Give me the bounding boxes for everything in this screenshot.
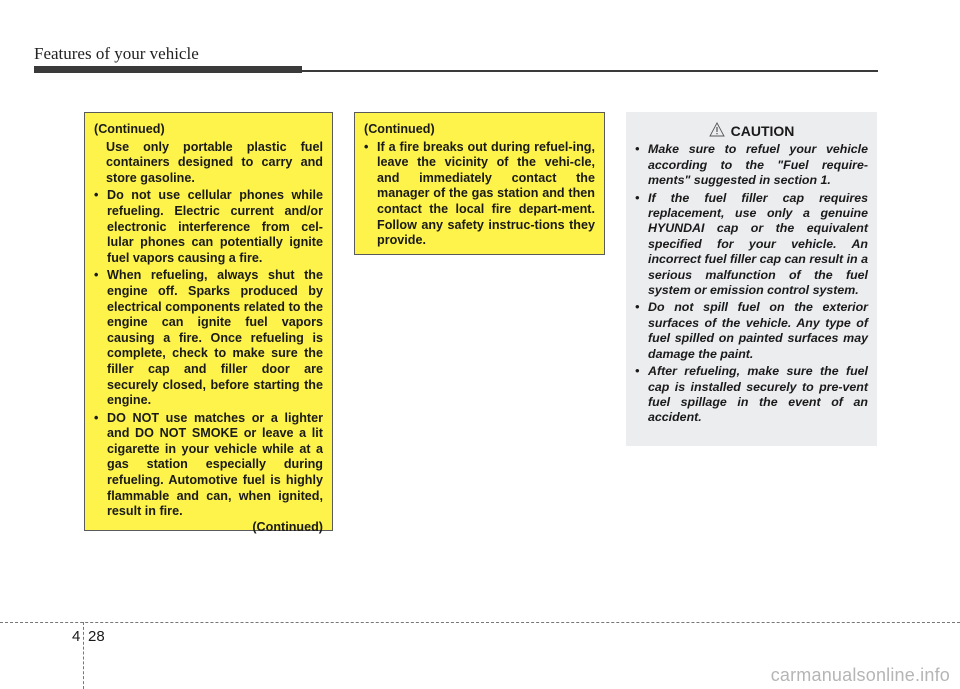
bullet: • bbox=[635, 190, 640, 205]
bullet: • bbox=[635, 142, 640, 157]
bullet: • bbox=[94, 410, 99, 425]
warning-item-text: When refueling, always shut the engine off. Sparks produced by electrical components related to the engine can ignite fuel vapors causing a fire. Once refueling is complete, check to make sure the filler cap and filler door are securely closed, before starting the engine. bbox=[107, 268, 323, 408]
caution-item-text: Make sure to refuel your vehicle according to the "Fuel require-ments" suggested in section 1. bbox=[648, 142, 868, 188]
footer-rule-vertical bbox=[83, 622, 84, 689]
warning-item-text: Do not use cellular phones while refueling. Electric current and/or electronic interference from cel-lular phones can potentially ignite fuel vapors causing a fire. bbox=[107, 188, 323, 265]
bullet: • bbox=[94, 268, 99, 283]
section-number: 4 bbox=[72, 628, 81, 645]
caution-title: CAUTION bbox=[730, 123, 795, 139]
warning-box-fire bbox=[354, 112, 605, 255]
page-number: 28 bbox=[88, 628, 105, 645]
bullet: • bbox=[635, 364, 640, 379]
bullet: • bbox=[635, 300, 640, 315]
continued-label: (Continued) bbox=[364, 122, 435, 136]
footer-rule-horizontal bbox=[0, 622, 960, 623]
warning-item bbox=[94, 188, 323, 266]
caution-item bbox=[635, 142, 868, 188]
caution-item bbox=[635, 364, 868, 426]
page-title: Features of your vehicle bbox=[34, 44, 199, 63]
continued-label: (Continued) bbox=[94, 122, 165, 136]
warning-item-text: If a fire breaks out during refuel-ing, leave the vicinity of the vehi-cle, and immediately contact the manager of the gas station and then contact the local fire depart-ment. Follow any safety instruc-tions they provide. bbox=[377, 139, 595, 248]
caution-item bbox=[635, 300, 868, 362]
continued-label: (Continued) bbox=[252, 519, 323, 534]
warning-item bbox=[94, 411, 323, 520]
caution-item-text: Do not spill fuel on the exterior surfaces of the vehicle. Any type of fuel spilled on painted surfaces may damage the paint. bbox=[648, 300, 868, 361]
header-rule-thick bbox=[34, 66, 302, 73]
warning-box-continued bbox=[84, 112, 333, 534]
bullet: • bbox=[364, 139, 369, 154]
caution-item-text: If the fuel filler cap requires replacement, use only a genuine HYUNDAI cap or the equivalent specified for your vehicle. An incorrect fuel filler cap can result in a serious malfunction of the fuel system or emission control system. bbox=[648, 190, 868, 298]
bullet: • bbox=[94, 188, 99, 203]
caution-heading bbox=[635, 122, 868, 139]
warning-intro-text: Use only portable plastic fuel containers designed to carry and store gasoline. bbox=[106, 139, 323, 185]
caution-box bbox=[626, 112, 877, 446]
warning-item bbox=[94, 268, 323, 408]
caution-item bbox=[635, 191, 868, 299]
caution-item-text: After refueling, make sure the fuel cap is installed securely to pre-vent fuel spillage in the event of an accident. bbox=[648, 364, 868, 425]
warning-item bbox=[364, 140, 595, 249]
warning-item-text: DO NOT use matches or a lighter and DO NOT SMOKE or leave a lit cigarette in your vehicle while at a gas station especially during refueling. Automotive fuel is highly flammable and can, when ignited, result in fire. bbox=[107, 410, 323, 519]
warning-triangle-icon bbox=[709, 122, 725, 137]
watermark: carmanualsonline.info bbox=[770, 665, 950, 685]
header-rule-thin bbox=[302, 70, 878, 72]
